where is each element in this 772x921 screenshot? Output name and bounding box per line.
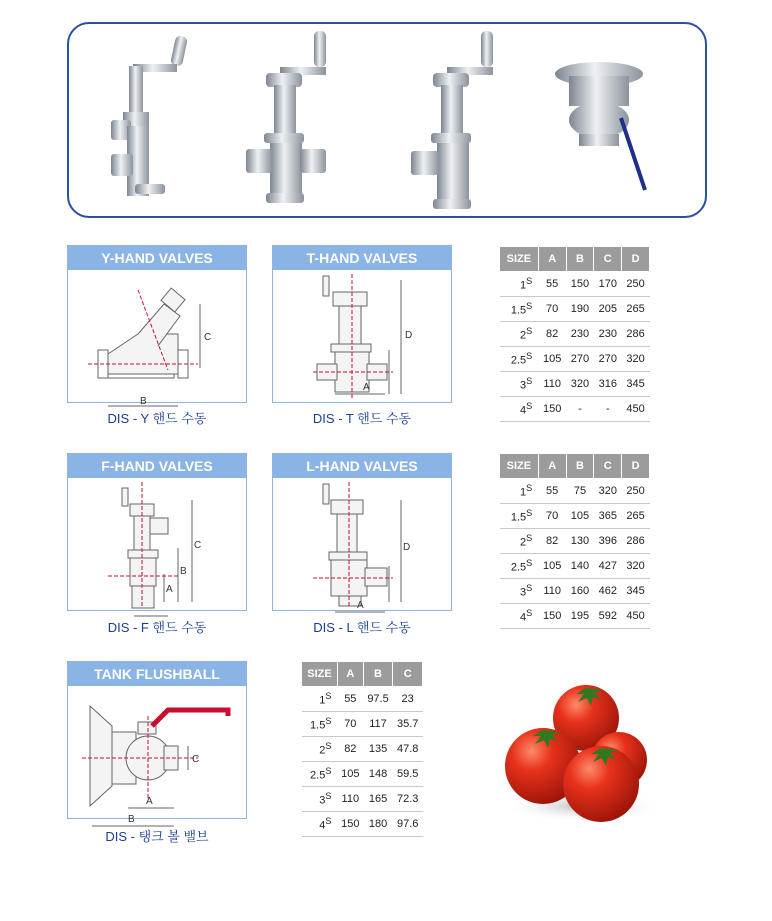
panel-title: F-HAND VALVES xyxy=(68,454,246,478)
cell: 130 xyxy=(566,529,594,554)
cell: 345 xyxy=(622,372,650,397)
cell: 320 xyxy=(594,479,622,504)
cell: 55 xyxy=(538,479,566,504)
table-row xyxy=(302,762,423,787)
cell: 70 xyxy=(538,504,566,529)
spec-table-3 xyxy=(301,661,423,837)
table-row xyxy=(302,737,423,762)
size-cell: $4^S$ xyxy=(500,604,539,629)
cell: 316 xyxy=(594,372,622,397)
cell: 427 xyxy=(594,554,622,579)
cell: 117 xyxy=(363,712,393,737)
dim-label: B xyxy=(180,566,187,577)
cell: 150 xyxy=(538,604,566,629)
size-cell: $2.5^S$ xyxy=(500,554,539,579)
cell: 72.3 xyxy=(393,787,423,812)
table-row xyxy=(302,687,423,712)
size-cell: $3^S$ xyxy=(500,579,539,604)
table-row xyxy=(500,322,650,347)
size-cell: $1^S$ xyxy=(500,272,539,297)
cell: 105 xyxy=(566,504,594,529)
t-hand-valve-panel xyxy=(272,245,452,403)
cell: 75 xyxy=(566,479,594,504)
cell: 55 xyxy=(538,272,566,297)
col-header: A xyxy=(538,454,566,479)
panel-title: T-HAND VALVES xyxy=(273,246,451,270)
table-header-row xyxy=(500,454,650,479)
table-row xyxy=(500,272,650,297)
size-cell: $3^S$ xyxy=(302,787,338,812)
cell: 320 xyxy=(622,554,650,579)
cell: 286 xyxy=(622,322,650,347)
dim-label: C xyxy=(204,332,212,343)
panel-caption: DIS - T 핸드 수동 xyxy=(312,411,412,426)
col-header: C xyxy=(594,247,622,272)
col-header: C xyxy=(594,454,622,479)
dim-label: B xyxy=(128,814,135,825)
col-header: D xyxy=(622,454,650,479)
cell: 110 xyxy=(337,787,363,812)
size-cell: $2^S$ xyxy=(302,737,338,762)
size-cell: $4^S$ xyxy=(500,397,539,422)
size-cell: $2^S$ xyxy=(500,322,539,347)
panel-caption: DIS - Y 핸드 수동 xyxy=(107,411,207,426)
col-header: SIZE xyxy=(500,454,539,479)
table-row xyxy=(302,787,423,812)
table-row xyxy=(500,504,650,529)
cell: 140 xyxy=(566,554,594,579)
size-cell: $2.5^S$ xyxy=(500,347,539,372)
col-header: B xyxy=(566,454,594,479)
size-cell: $1.5^S$ xyxy=(500,504,539,529)
size-cell: $3^S$ xyxy=(500,372,539,397)
cell: 105 xyxy=(538,554,566,579)
cell: 190 xyxy=(566,297,594,322)
cell: 70 xyxy=(337,712,363,737)
cell: 82 xyxy=(337,737,363,762)
cell: 165 xyxy=(363,787,393,812)
tank-flushball-valve-panel xyxy=(67,661,247,825)
cell: 35.7 xyxy=(393,712,423,737)
cell: 270 xyxy=(566,347,594,372)
col-header: C xyxy=(393,662,423,687)
y-hand-valve-diagram xyxy=(68,270,246,407)
spec-table-1 xyxy=(499,246,650,422)
tank-flushball-valve-diagram xyxy=(68,686,246,825)
flushball-valve-photo xyxy=(549,62,679,192)
cell: 82 xyxy=(538,322,566,347)
cell: 195 xyxy=(566,604,594,629)
l-hand-valve-diagram xyxy=(273,478,451,610)
cell: 592 xyxy=(594,604,622,629)
cell: 450 xyxy=(622,397,650,422)
dim-label: C xyxy=(192,754,200,765)
cell: 150 xyxy=(538,397,566,422)
cell: 250 xyxy=(622,272,650,297)
cell: 396 xyxy=(594,529,622,554)
table-row xyxy=(500,554,650,579)
col-header: D xyxy=(622,247,650,272)
cell: 97.6 xyxy=(393,812,423,837)
col-header: B xyxy=(566,247,594,272)
dim-label: D xyxy=(405,330,413,341)
cell: 205 xyxy=(594,297,622,322)
cell: 265 xyxy=(622,504,650,529)
size-cell: $1^S$ xyxy=(302,687,338,712)
cell: 250 xyxy=(622,479,650,504)
cell: 110 xyxy=(538,579,566,604)
cell: 320 xyxy=(566,372,594,397)
l-hand-valve-photo xyxy=(409,29,509,214)
t-hand-valve-photo xyxy=(244,29,344,209)
cell: 462 xyxy=(594,579,622,604)
y-hand-valve-photo xyxy=(109,34,189,204)
size-cell: $2^S$ xyxy=(500,529,539,554)
cell: 320 xyxy=(622,347,650,372)
size-cell: $1.5^S$ xyxy=(500,297,539,322)
table-row xyxy=(500,604,650,629)
cell: 286 xyxy=(622,529,650,554)
size-cell: $4^S$ xyxy=(302,812,338,837)
product-photo-frame xyxy=(67,22,707,218)
cell: 170 xyxy=(594,272,622,297)
col-header: SIZE xyxy=(500,247,539,272)
table-row xyxy=(302,712,423,737)
cell: 150 xyxy=(337,812,363,837)
table-row xyxy=(500,347,650,372)
t-hand-valve-diagram xyxy=(273,270,451,402)
size-cell: $1^S$ xyxy=(500,479,539,504)
f-hand-valve-panel xyxy=(67,453,247,611)
table-header-row xyxy=(302,662,423,687)
col-header: A xyxy=(337,662,363,687)
table-header-row xyxy=(500,247,650,272)
cell: 47.8 xyxy=(393,737,423,762)
panel-caption: DIS - L 핸드 수동 xyxy=(313,620,411,635)
panel-caption: DIS - 탱크 볼 밸브 xyxy=(105,829,209,844)
cell: 180 xyxy=(363,812,393,837)
cell: 110 xyxy=(538,372,566,397)
cell: 135 xyxy=(363,737,393,762)
cell: 160 xyxy=(566,579,594,604)
l-hand-valve-panel xyxy=(272,453,452,611)
size-cell: $1.5^S$ xyxy=(302,712,338,737)
cell: 105 xyxy=(538,347,566,372)
panel-caption: DIS - F 핸드 수동 xyxy=(107,620,207,635)
dim-label: A xyxy=(146,796,153,807)
dim-label: A xyxy=(166,584,173,595)
f-hand-valve-diagram xyxy=(68,478,246,610)
cell: - xyxy=(594,397,622,422)
spec-table-2 xyxy=(499,453,650,629)
dim-label: A xyxy=(363,382,370,393)
cell: 59.5 xyxy=(393,762,423,787)
table-row xyxy=(500,397,650,422)
table-row xyxy=(500,479,650,504)
panel-title: TANK FLUSHBALL VALVES xyxy=(68,662,246,686)
table-row xyxy=(302,812,423,837)
cell: 55 xyxy=(337,687,363,712)
cell: 23 xyxy=(393,687,423,712)
cell: 230 xyxy=(566,322,594,347)
dim-label: D xyxy=(403,542,411,553)
cell: 270 xyxy=(594,347,622,372)
dim-label: C xyxy=(194,540,202,551)
cell: 82 xyxy=(538,529,566,554)
cell: 105 xyxy=(337,762,363,787)
table-row xyxy=(500,297,650,322)
table-row xyxy=(500,579,650,604)
col-header: A xyxy=(538,247,566,272)
cell: 70 xyxy=(538,297,566,322)
panel-title: L-HAND VALVES xyxy=(273,454,451,478)
cell: 265 xyxy=(622,297,650,322)
cell: - xyxy=(566,397,594,422)
dim-label: B xyxy=(140,396,147,407)
cell: 450 xyxy=(622,604,650,629)
panel-title: Y-HAND VALVES xyxy=(68,246,246,270)
table-row xyxy=(500,529,650,554)
y-hand-valve-panel xyxy=(67,245,247,407)
cell: 345 xyxy=(622,579,650,604)
tomatoes-image xyxy=(497,668,667,828)
dim-label: A xyxy=(357,600,364,611)
table-row xyxy=(500,372,650,397)
size-cell: $2.5^S$ xyxy=(302,762,338,787)
cell: 148 xyxy=(363,762,393,787)
cell: 365 xyxy=(594,504,622,529)
col-header: B xyxy=(363,662,393,687)
cell: 150 xyxy=(566,272,594,297)
cell: 230 xyxy=(594,322,622,347)
col-header: SIZE xyxy=(302,662,338,687)
cell: 97.5 xyxy=(363,687,393,712)
